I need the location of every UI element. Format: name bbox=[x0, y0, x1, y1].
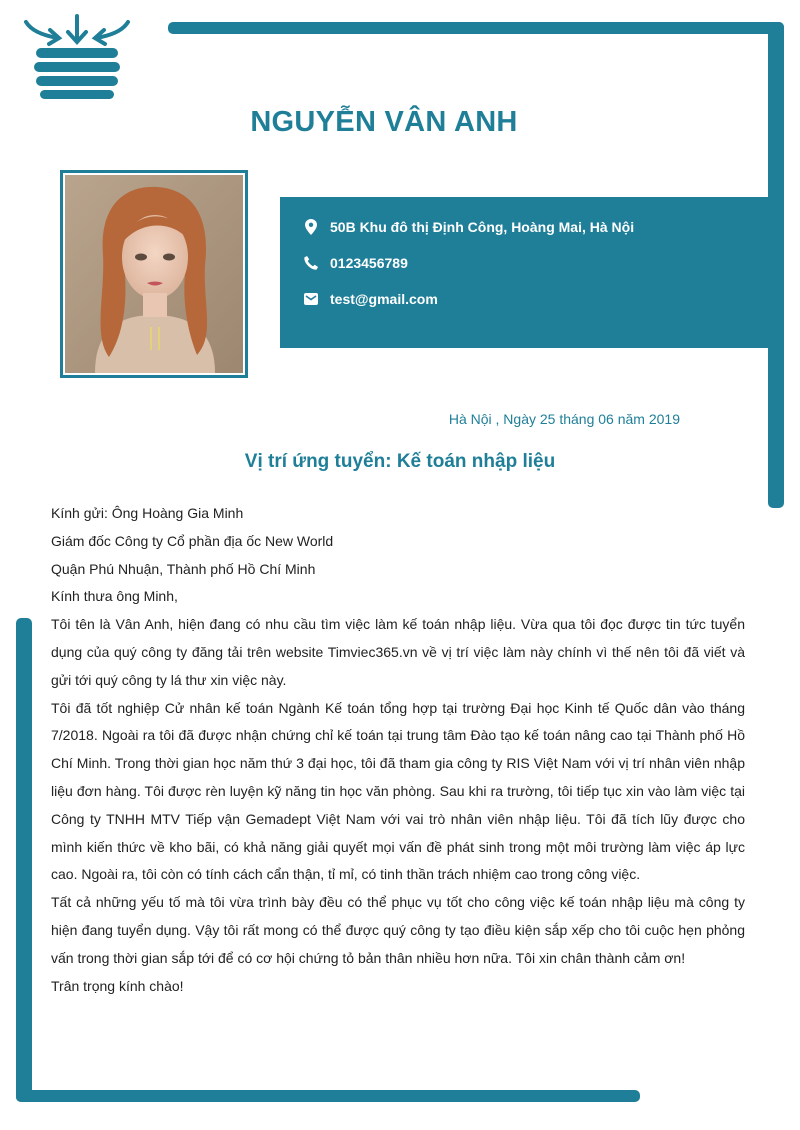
profile-photo-frame bbox=[60, 170, 248, 378]
location-icon bbox=[304, 219, 318, 235]
position-title: Vị trí ứng tuyển: Kế toán nhập liệu bbox=[244, 451, 556, 472]
contact-email: test@gmail.com bbox=[330, 291, 438, 307]
decorative-frame-top bbox=[168, 22, 784, 34]
phone-icon bbox=[304, 255, 318, 271]
salutation: Kính thưa ông Minh, bbox=[51, 588, 178, 605]
recipient-line: Kính gửi: Ông Hoàng Gia Minh bbox=[51, 505, 244, 521]
decorative-frame-left bbox=[16, 618, 32, 1102]
contact-phone: 0123456789 bbox=[330, 255, 408, 271]
letter-paragraph: Tất cả những yếu tố mà tôi vừa trình bày đều có thể phục vụ tốt cho công việc kế toán nhập liệu mà công ty hiện đang tuyển dụng. Vậy tôi rất mong có thể được quý công ty tạo điều kiện sắp xếp cho tôi cuộc hẹn phỏng vấn trong thời gian sắp tới để có cơ hội chứng tỏ bản thân nhiều hơn nữa. Tôi xin chân thành cảm ơn! bbox=[51, 894, 745, 966]
stacked-coins-download-icon bbox=[22, 14, 132, 100]
profile-photo bbox=[65, 175, 243, 373]
contact-email-row bbox=[304, 291, 438, 307]
decorative-frame-bottom bbox=[16, 1090, 640, 1102]
contact-address: 50B Khu đô thị Định Công, Hoàng Mai, Hà Nội bbox=[330, 219, 635, 235]
candidate-name: NGUYỄN VÂN ANH bbox=[250, 106, 518, 138]
recipient-line: Quận Phú Nhuận, Thành phố Hồ Chí Minh bbox=[51, 560, 316, 577]
letter-body bbox=[51, 500, 745, 1000]
contact-address-row bbox=[304, 219, 634, 235]
closing: Trân trọng kính chào! bbox=[51, 977, 184, 994]
letter-date: Hà Nội , Ngày 25 tháng 06 năm 2019 bbox=[448, 411, 680, 427]
email-icon bbox=[304, 291, 318, 307]
letter-paragraph: Tôi đã tốt nghiệp Cử nhân kế toán Ngành Kế toán tổng hợp tại trường Đại học Kinh tế Quốc dân vào tháng 7/2018. Ngoài ra tôi đã được nhận chứng chỉ kế toán tại trung tâm Đào tạo kế toán nâng cao tại Thành phố Hồ Chí Minh. Trong thời gian học năm thứ 3 đại học, tôi đã tham gia công ty RIS Việt Nam với vị trí nhân viên nhập liệu đơn hàng. Tôi được rèn luyện kỹ năng tin học văn phòng. Sau khi ra trường, tôi tiếp tục xin vào làm việc tại Công ty TNHH MTV Tiếp vận Gemadept Việt Nam với vai trò nhân viên nhập liệu. Tôi đã tích lũy được cho mình kiến thức về kho bãi, có khả năng giải quyết mọi vấn đề phát sinh trong một môi trường làm việc áp lực cao. Ngoài ra, tôi còn có tính cách cẩn thận, tỉ mỉ, có tinh thần trách nhiệm cao trong công việc. bbox=[51, 699, 745, 883]
contact-phone-row bbox=[304, 255, 408, 271]
recipient-line: Giám đốc Công ty Cổ phần địa ốc New World bbox=[51, 532, 334, 549]
decorative-frame-right bbox=[768, 22, 784, 508]
contact-info-panel bbox=[280, 197, 770, 348]
letter-paragraph: Tôi tên là Vân Anh, hiện đang có nhu cầu tìm việc làm kế toán nhập liệu. Vừa qua tôi đọc được tin tức tuyển dụng của quý công ty đăng tải trên website Timviec365.vn về vị trí việc làm này chính vì thế nên tôi đã viết và gửi tới quý công ty lá thư xin việc này. bbox=[51, 616, 745, 688]
